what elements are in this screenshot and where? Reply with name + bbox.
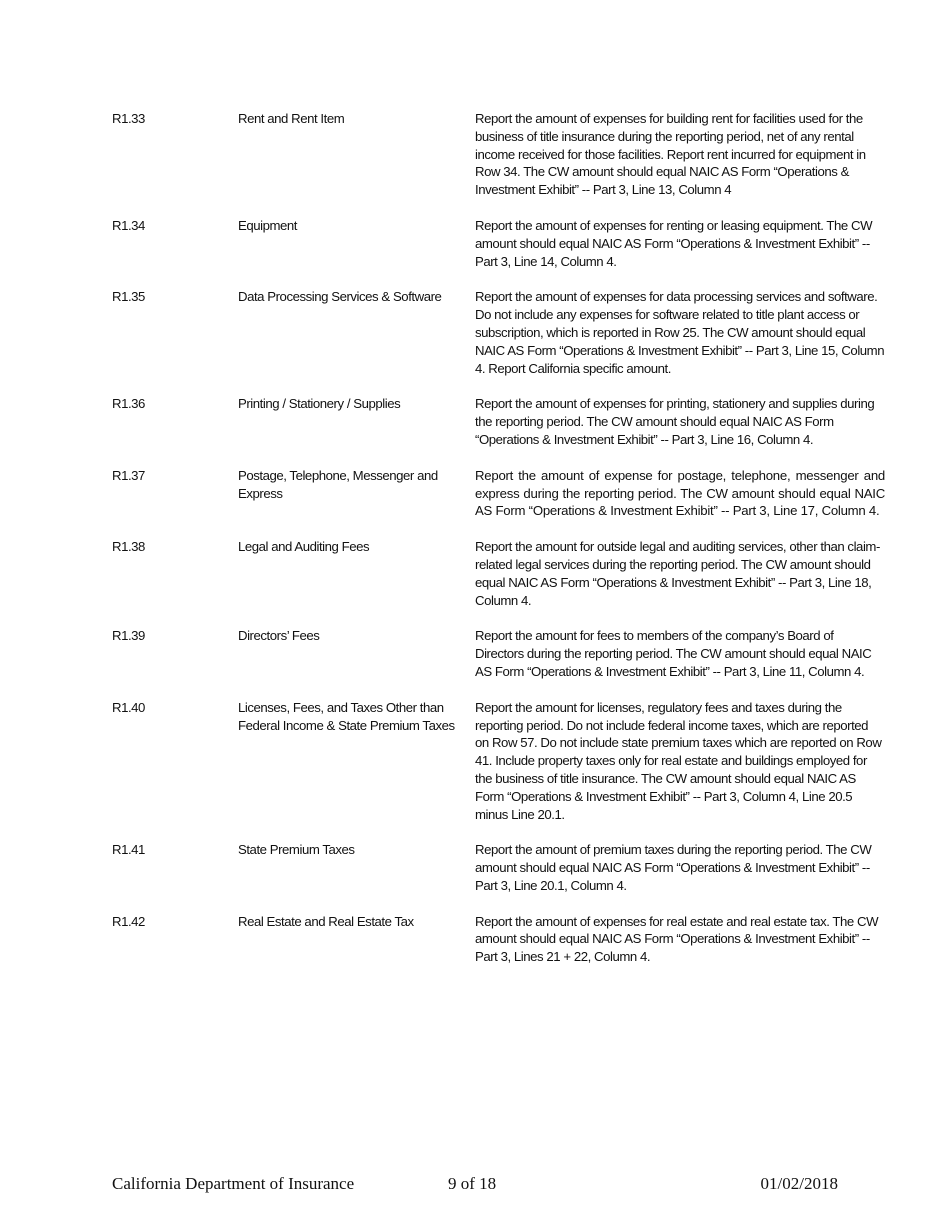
row-item-name: Printing / Stationery / Supplies [238,396,401,412]
row-entry [112,110,892,199]
row-code: R1.36 [112,396,145,412]
row-entry [112,395,892,448]
row-description: Report the amount of expenses for real estate and real estate tax. The CW amount should equal NAIC AS Form “Operations & Investment Exhibit” -- Part 3, Lines 21 + 22, Column 4. [475,913,879,965]
footer-department: California Department of Insurance [112,1174,355,1193]
row-code: R1.39 [112,628,145,644]
row-item-name: Real Estate and Real Estate Tax [238,913,414,929]
row-description: Report the amount of expenses for building rent for facilities used for the business of title insurance during the reporting period, net of any rental income received for those facilities. Report rent incurred for equipment in Row 34. The CW amount should equal NAIC AS Form “Operations & Investment Exhibit” -- Part 3, Line 13, Column 4 [475,111,866,198]
row-code: R1.34 [112,217,145,233]
row-definitions [112,110,892,984]
row-item-name: Data Processing Services & Software [238,289,442,305]
row-description: Report the amount for fees to members of the company’s Board of Directors during the reporting period. The CW amount should equal NAIC AS Form “Operations & Investment Exhibit” -- Part 3, Line 11, Column 4. [475,628,872,679]
row-entry [112,217,892,270]
row-item-name: Postage, Telephone, Messenger and Express [238,467,438,501]
row-description: Report the amount of expenses for printing, stationery and supplies during the reporting period. The CW amount should equal NAIC AS Form “Operations & Investment Exhibit” -- Part 3, Line 16, Column 4. [475,396,875,447]
row-description: Report the amount of premium taxes during the reporting period. The CW amount should equal NAIC AS Form “Operations & Investment Exhibit” -- Part 3, Line 20.1, Column 4. [475,842,872,893]
row-entry [112,841,892,894]
row-entry [112,288,892,377]
row-item-name: Directors’ Fees [238,628,320,644]
row-code: R1.42 [112,913,145,929]
row-code: R1.38 [112,539,145,555]
row-entry [112,913,892,966]
row-code: R1.35 [112,289,145,305]
row-item-name: State Premium Taxes [238,842,355,858]
page-footer [112,1172,838,1196]
row-description: Report the amount of expenses for renting or leasing equipment. The CW amount should equal NAIC AS Form “Operations & Investment Exhibit” -- Part 3, Line 14, Column 4. [475,217,873,269]
row-item-name: Rent and Rent Item [238,111,345,126]
row-code: R1.33 [112,111,145,126]
row-item-name: Equipment [238,217,297,233]
row-item-name: Legal and Auditing Fees [238,539,370,555]
footer-date: 01/02/2018 [760,1174,838,1193]
row-description: Report the amount for outside legal and auditing services, other than claim-related legal services during the reporting period. The CW amount should equal NAIC AS Form “Operations & Investment Exhibit” -- Part 3, Line 18, Column 4. [475,539,880,608]
row-entry [112,467,892,520]
row-description: Report the amount of expense for postage, telephone, messenger and express during the reporting period. The CW amount should equal NAIC AS Form “Operations & Investment Exhibit” -- Part 3, Line 17, Column 4. [475,467,885,519]
row-code: R1.41 [112,842,145,858]
row-item-name: Licenses, Fees, and Taxes Other than Federal Income & State Premium Taxes [238,699,455,733]
row-description: Report the amount for licenses, regulatory fees and taxes during the reporting period. Do not include federal income taxes, which are reported on Row 57. Do not include state premium taxes which are reported on Row 41. Include property taxes only for real estate and buildings employed for the business of title insurance. The CW amount should equal NAIC AS Form “Operations & Investment Exhibit” -- Part 3, Column 4, Line 20.5 minus Line 20.1. [475,699,882,822]
footer-page-number: 9 of 18 [448,1174,497,1193]
row-entry [112,538,892,609]
row-code: R1.40 [112,699,145,715]
row-entry [112,627,892,680]
row-code: R1.37 [112,467,145,483]
row-entry [112,699,892,824]
row-description: Report the amount of expenses for data processing services and software. Do not include any expenses for software related to title plant access or subscription, which is reported in Row 25. The CW amount should equal NAIC AS Form “Operations & Investment Exhibit” -- Part 3, Line 15, Column 4. Report California specific amount. [475,289,885,376]
